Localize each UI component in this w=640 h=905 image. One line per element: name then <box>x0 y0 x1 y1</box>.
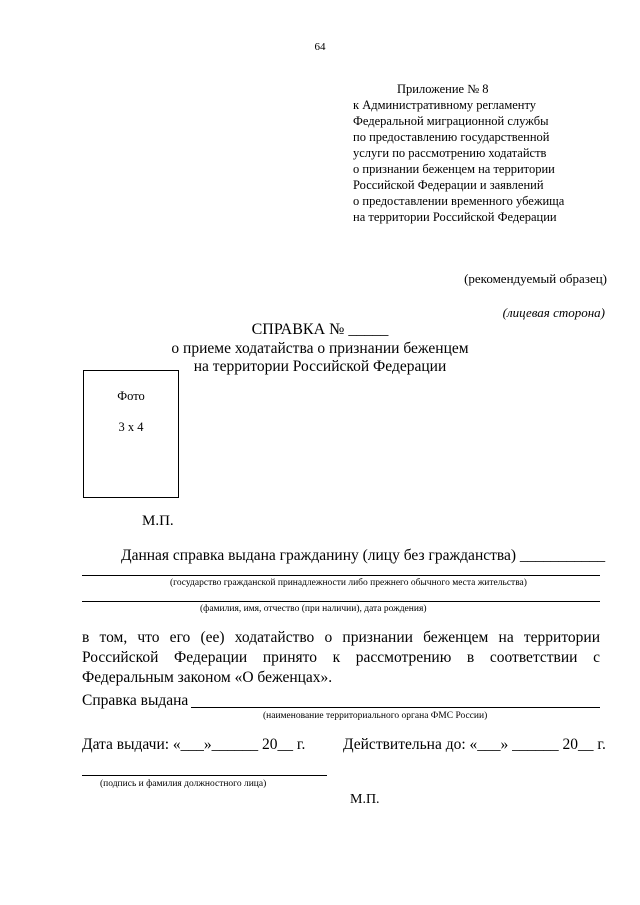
stamp-label-bottom: М.П. <box>350 792 380 807</box>
appendix-header <box>353 81 623 225</box>
issued-by-note: (наименование территориального органа ФМС России) <box>263 711 488 721</box>
appendix-title: Приложение № 8 <box>397 82 489 96</box>
valid-until-date: Действительна до: «___» ______ 20__ г. <box>343 736 606 753</box>
issued-by-label: Справка выдана <box>82 692 189 709</box>
appendix-line: к Административному регламенту <box>353 98 537 112</box>
issued-by-line <box>191 707 600 708</box>
citizenship-line <box>82 575 600 576</box>
certificate-title: СПРАВКА № _____ <box>251 321 389 338</box>
appendix-line: о признании беженцем на территории <box>353 162 555 176</box>
issue-date: Дата выдачи: «___»______ 20__ г. <box>82 736 306 753</box>
page-number: 64 <box>314 41 326 53</box>
stamp-label: М.П. <box>142 513 174 529</box>
appendix-line: на территории Российской Федерации <box>353 210 557 224</box>
appendix-line: о предоставлении временного убежища <box>353 194 565 208</box>
sample-label: (рекомендуемый образец) <box>464 271 607 286</box>
signature-note: (подпись и фамилия должностного лица) <box>100 779 267 789</box>
issued-to-text: Данная справка выдана гражданину (лицу без гражданства) ___________ <box>121 547 606 564</box>
appendix-line: услуги по рассмотрению ходатайств <box>353 146 547 160</box>
photo-label: Фото <box>117 389 145 403</box>
signature-line <box>82 775 327 776</box>
name-line <box>82 601 600 602</box>
appendix-line: по предоставлению государственной <box>353 130 550 144</box>
photo-size: 3 х 4 <box>118 420 144 434</box>
citizenship-note: (государство гражданской принадлежности либо прежнего обычного места жительства) <box>170 578 527 588</box>
side-label: (лицевая сторона) <box>502 305 605 320</box>
certificate-subtitle-line1: о приеме ходатайства о признании беженцем <box>171 340 469 357</box>
name-note: (фамилия, имя, отчество (при наличии), дата рождения) <box>200 604 427 614</box>
body-paragraph: в том, что его (ее) ходатайство о признании беженцем на территории Российской Федерации принято к рассмотрению в соответствии с Федеральным законом «О беженцах». <box>82 629 600 686</box>
photo-placeholder <box>83 370 179 498</box>
appendix-line: Федеральной миграционной службы <box>353 114 549 128</box>
certificate-subtitle-line2: на территории Российской Федерации <box>193 358 447 375</box>
appendix-line: Российской Федерации и заявлений <box>353 178 544 192</box>
